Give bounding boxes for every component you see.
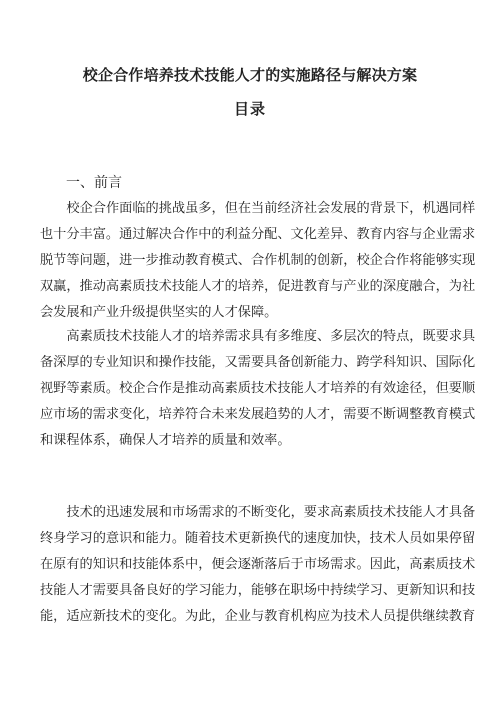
paragraph-3 <box>40 500 476 630</box>
paragraph-line: 技能人才需要具备良好的学习能力，能够在职场中持续学习、更新知识和技 <box>40 583 476 598</box>
paragraph-line: 高素质技术技能人才的培养需求具有多维度、多层次的特点，既要求具 <box>66 329 476 344</box>
paragraph-line: 能，适应新技术的变化。为此，企业与教育机构应为技术人员提供继续教育 <box>40 609 476 624</box>
paragraph-line: 脱节等问题，进一步推动教育模式、合作机制的创新，校企合作将能够实现 <box>40 253 476 268</box>
paragraph-line: 终身学习的意识和能力。随着技术更新换代的速度加快，技术人员如果停留 <box>40 531 476 546</box>
paragraph-line: 校企合作面临的挑战虽多，但在当前经济社会发展的背景下，机遇同样 <box>66 201 476 216</box>
paragraph-1 <box>40 196 476 326</box>
paragraph-line: 会发展和产业升级提供坚实的人才保障。 <box>40 305 278 320</box>
paragraph-2 <box>40 324 476 454</box>
paragraph-line: 和课程体系，确保人才培养的质量和效率。 <box>40 433 291 448</box>
toc-label: 目录 <box>233 100 266 118</box>
document-title: 校企合作培养技术技能人才的实施路径与解决方案 <box>82 66 418 84</box>
paragraph-line: 视野等素质。校企合作是推动高素质技术技能人才培养的有效途径，但要顺 <box>40 381 476 396</box>
paragraph-line: 双赢，推动高素质技术技能人才的培养，促进教育与产业的深度融合，为社 <box>40 279 476 294</box>
paragraph-line: 备深厚的专业知识和操作技能，又需要具备创新能力、跨学科知识、国际化 <box>40 355 476 370</box>
paragraph-line: 在原有的知识和技能体系中，便会逐渐落后于市场需求。因此，高素质技术 <box>40 557 476 572</box>
paragraph-line: 技术的迅速发展和市场需求的不断变化，要求高素质技术技能人才具备 <box>66 505 476 520</box>
paragraph-line: 也十分丰富。通过解决合作中的利益分配、文化差异、教育内容与企业需求 <box>40 227 476 242</box>
paragraph-line: 应市场的需求变化，培养符合未来发展趋势的人才，需要不断调整教育模式 <box>40 407 476 422</box>
section-heading: 一、前言 <box>66 175 122 191</box>
